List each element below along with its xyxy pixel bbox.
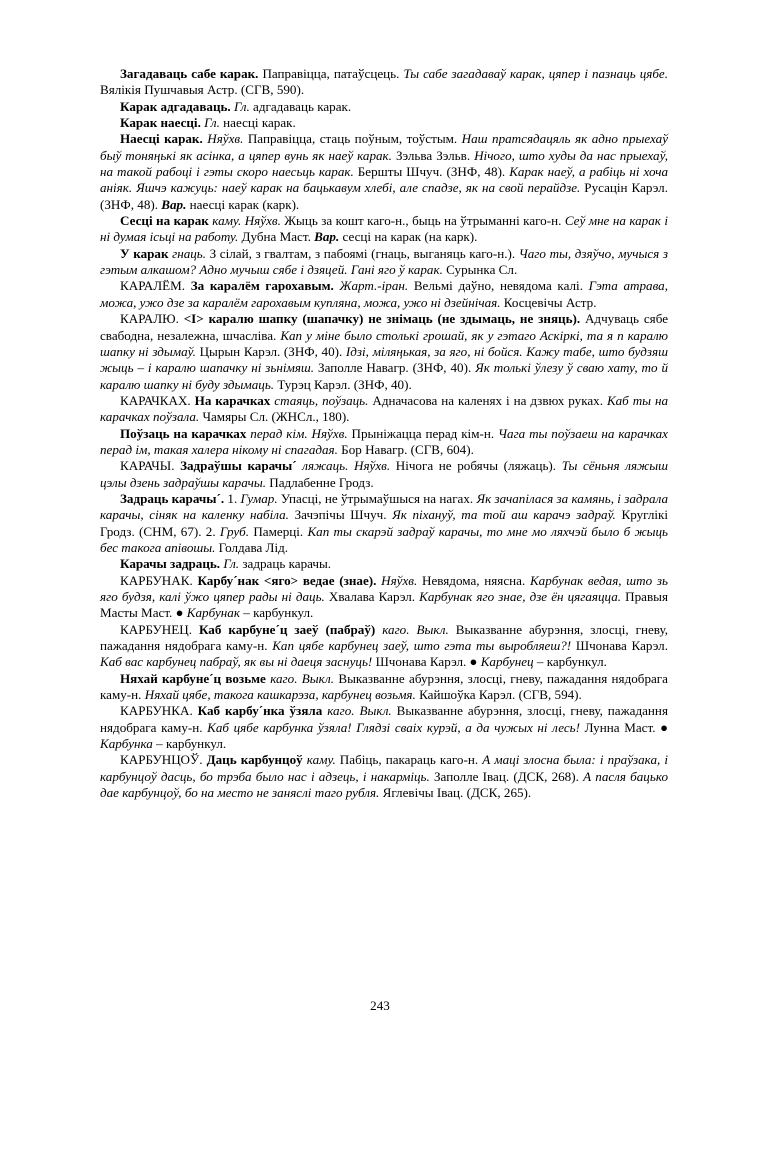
entry-example: Кап у міне было столькі грошай, як у гэтаго Аскіркі, та я п каралю шапку ні здымаў. (100, 327, 668, 359)
entry-example: Кап цябе карбунец заеў, што гэта ты выробляеш?! (272, 638, 572, 654)
entry-example: Выкл. (416, 621, 449, 637)
entry-text: Сурынка Сл. (442, 262, 518, 278)
dictionary-entry (100, 246, 668, 279)
entry-text: КАРАЧКАХ. (120, 392, 195, 408)
entry-variant-marker: Вар. (161, 196, 187, 212)
entry-text: Невядома, няясна. (417, 572, 530, 588)
entry-text: Пабіць, пакараць каго-н. (335, 752, 483, 768)
entry-text: Зачэпічы Шчуч. (288, 507, 393, 523)
entry-text: Заполле Навагр. (ЗНФ, 40). (314, 360, 476, 376)
entry-example: Каб вас карбунец пабраў, як вы ні даеця заснуць! (100, 654, 373, 670)
entry-text: Кайшоўка Карэл. (СГВ, 594). (415, 687, 582, 703)
entry-example: Карак наеў, а рабіць ні хоча аніяк. Яшчэ кажуць: наеў карак на бацькавум хлебі, але спадзе, як на свой перайдзе. (100, 164, 668, 196)
entry-example: каго. (327, 703, 355, 719)
entry-example: Ідзі, міляңькая, за яго, ні бойся. Кажу табе, што будзяш жыць – і каралю шапачку ні зьнімяш. (100, 343, 668, 376)
dictionary-entry (100, 278, 668, 311)
entry-example: Наш пратсядацяль як адно прыехаў быў тоняңькі як асінка, а цяпер вунь як наеў карак. (100, 131, 668, 163)
entry-text: Русацін Карэл. (ЗНФ, 48). (100, 180, 668, 212)
dictionary-entry (100, 99, 668, 115)
entry-example: Гл. (223, 556, 240, 572)
dictionary-entry (100, 556, 668, 572)
entry-text: – карбункул. (533, 654, 607, 670)
entry-text: Зэльва Зэльв. (391, 147, 475, 163)
entry-headword: Задраць карачы´. (120, 490, 225, 506)
entry-text: Адначасова на каленях і на дзвюх руках. (368, 392, 607, 408)
entry-headword: Карак адгадаваць. (120, 98, 231, 114)
entry-headword: У карак (120, 245, 169, 261)
entry-headword: Карак наесці. (120, 115, 201, 131)
dictionary-entry (100, 671, 668, 704)
entry-example: Каб ты на карачках поўзала. (100, 392, 669, 425)
entry-headword: <І> каралю шапку (шапачку) не знімаць (не здымаць, не зняць). (183, 311, 581, 327)
dictionary-entry (100, 426, 668, 459)
entry-headword: Даць карбунцоў (206, 752, 303, 768)
entry-text: – карбункул. (152, 736, 227, 752)
entry-text: Турэц Карэл. (ЗНФ, 40). (274, 376, 412, 392)
entry-text: Бершты Шчуч. (ЗНФ, 48). (353, 164, 510, 180)
entry-text: Заполле Івац. (ДСК, 268). (429, 768, 584, 784)
entry-text: Выказванне абурэння, злосці, гневу, пажадання нядобрага каму-н. (100, 670, 668, 703)
entry-example: Як зачапілася за камянь, і задрала карачы, сіняк на каленку набіла. (100, 490, 668, 523)
entry-example: Жарт.-іран. (339, 278, 409, 294)
page-number: 243 (370, 998, 390, 1013)
entry-text: Лунна Маст. ● (580, 719, 669, 735)
entry-example: стаяць, поўзаць. (274, 392, 369, 408)
entry-headword: Загадаваць сабе карак. (120, 66, 259, 81)
entry-text: наесці карак. (219, 115, 296, 131)
entry-text: Паправіцца, патаўсцець. (258, 66, 404, 81)
entry-example: Карбунец (480, 654, 534, 670)
entry-text: КАРАЛЁМ. (120, 278, 191, 294)
entry-example: Груб. (219, 523, 250, 539)
entry-example: Каб цябе карбунка ўзяла! Глядзі сваіх курэй, а да чужых ні лесь! (207, 719, 580, 735)
entry-example: Няўхв. (244, 213, 281, 229)
entry-example: Чага ты поўзаеш на карачках перад ім, такая халера нікому ні спагадая. (100, 425, 668, 457)
dictionary-entry (100, 752, 668, 801)
entry-example: Няўхв. (207, 131, 244, 147)
entry-example: Няхай цябе, такога кашкарэза, карбунец возьмя. (144, 687, 416, 703)
entry-headword: На карачках (194, 392, 271, 408)
entry-text: Косцевічы Астр. (500, 294, 597, 310)
dictionary-entry (100, 703, 668, 752)
entry-example: Гл. (234, 98, 250, 114)
entry-headword: За каралём гарохавым. (190, 278, 334, 294)
entry-example: Сеў мне на карак і ні думая ісьці на работу. (100, 213, 668, 245)
dictionary-entry (100, 393, 668, 426)
entry-text: Выказванне абурэння, злосці, гневу, пажадання нядобрага каму-н. (100, 621, 669, 654)
entry-example: Гумар. (240, 490, 278, 506)
entry-text: Цырын Карэл. (ЗНФ, 40). (195, 343, 346, 359)
entry-text: Паправіцца, стаць поўным, тоўстым. (243, 131, 462, 147)
entry-example: гнаць. (172, 245, 207, 261)
entry-headword: Сесці на карак (120, 213, 209, 229)
entry-example: Выкл. (301, 670, 335, 686)
entry-text: Падлабенне Гродз. (265, 474, 374, 490)
entry-text: 1. (224, 490, 241, 506)
dictionary-entry (100, 573, 668, 622)
entry-text: адгадаваць карак. (249, 98, 352, 114)
entry-example: каго. (382, 621, 410, 637)
entry-text: Прыніжацца перад кім-н. (347, 425, 498, 441)
entry-text: КАРБУНАК. (120, 572, 198, 588)
entry-example: ляжаць. (302, 458, 349, 474)
entry-text: КАРАЧЫ. (120, 458, 181, 474)
entry-text: З сілай, з гвалтам, з пабоямі (гнаць, выганяць каго-н.). (206, 245, 519, 261)
dictionary-entry (100, 311, 668, 393)
entry-example: Карбунак ведая, што зь яго будзя, калі ўжо цяпер рады ні даць. (100, 572, 668, 604)
entry-example: Няўхв. (354, 458, 391, 474)
entry-headword: Поўзаць на карачках (120, 425, 247, 441)
entry-headword: Карачы задраць. (120, 556, 221, 572)
entry-text: задраць карачы. (239, 556, 332, 572)
entry-example: перад кім. (250, 425, 308, 441)
entry-text: Круглікі Гродз. (СНМ, 67). 2. (100, 507, 668, 539)
entry-headword: Карбу´нак <яго> ведае (знае). (197, 572, 377, 588)
entry-example: Карбунка (100, 736, 153, 752)
entry-example: А маці злосна была: і праўзака, і карбунцоў дасць, бо трэба было нас і адзець, і накарміць. (100, 752, 669, 784)
entry-text: Вельмі даўно, невядома калі. (408, 278, 589, 294)
entry-example: Карбунак яго знае, дзе ён цягаяцца. (419, 589, 622, 604)
entry-text: – карбункул. (239, 605, 314, 621)
entry-example: Ты сабе загадаваў карак, цяпер і пазнаць цябе. (403, 66, 669, 81)
dictionary-entry (100, 66, 668, 99)
entry-text: Бор Навагр. (СГВ, 604). (337, 441, 474, 457)
entry-headword: Няхай карбуне´ц возьме (120, 670, 266, 686)
entry-text: Памерці. (249, 523, 308, 539)
entry-text: сесці на карак (на карк). (339, 229, 478, 245)
entry-text: Нічога не робячы (ляжаць). (390, 458, 562, 474)
dictionary-entry (100, 622, 668, 671)
entry-text: Шчонава Карэл. (571, 638, 668, 654)
entry-example: Ты сёньня ляжыш цэлы дзень задраўшы карачы. (100, 458, 668, 490)
entry-text: Адчуваць сябе свабодна, незалежна, шчасліва. (100, 311, 669, 343)
entry-text: наесці карак (карк). (186, 196, 300, 212)
entry-example: Кап ты скарэй задраў карачы, то мне мо ляхчэй было б жыць бес такога апівошы. (100, 523, 668, 555)
dictionary-entry (100, 115, 668, 131)
entry-text: Вялікія Пушчавыя Астр. (СГВ, 590). (100, 82, 305, 98)
entry-example: Нічого, што худы да нас прыехаў, на такой рабоці і гэты скоро наесьць карак. (100, 147, 669, 180)
entry-example: Выкл. (359, 703, 392, 719)
entry-example: Гэта атрава, можа, ужо дзе за каралём гарохавым купляна, можа, ужо ні дзейнічая. (100, 278, 669, 310)
dictionary-entry (100, 458, 668, 491)
entry-example: Няўхв. (381, 572, 418, 588)
entry-text: КАРБУНЕЦ. (120, 621, 199, 637)
entry-variant-marker: Вар. (314, 229, 340, 245)
entry-text: Хвалава Карэл. (324, 589, 420, 604)
entry-headword: Каб карбуне´ц заеў (пабраў) (198, 621, 376, 637)
entry-example: Чаго ты, дзяўчо, мучыся з гэтым алкашом? Адно мучыш сябе і дзяцей. Гані яго ў карак. (100, 245, 668, 278)
entries-container (100, 66, 668, 801)
entry-text: Правыя Масты Маст. ● (100, 589, 668, 621)
entry-text: Жыць за кошт каго-н., быць на ўтрыманні каго-н. (280, 213, 565, 229)
entry-headword: Задраўшы карачы´ (180, 458, 297, 474)
entry-example: Карбунак (186, 605, 240, 621)
entry-text: Яглевічы Івац. (ДСК, 265). (379, 785, 532, 801)
dictionary-entry (100, 491, 668, 556)
entry-text: КАРАЛЮ. (120, 311, 184, 327)
entry-example: каму. (212, 213, 242, 229)
dictionary-entry (100, 213, 668, 246)
entry-example: Гл. (204, 115, 220, 131)
entry-example: Як толькі ўлезу ў сваю хату, то й каралю шапку ні буду здымаць. (100, 360, 668, 392)
entry-example: каму. (306, 752, 336, 768)
entry-text: КАРБУНЦОЎ. (120, 752, 207, 768)
entry-text: Голдава Лід. (215, 539, 289, 555)
dictionary-entry (100, 131, 668, 213)
entry-text: Шчонава Карэл. ● (372, 654, 481, 670)
entry-text: Упасці, не ўтрымаўшыся на нагах. (277, 490, 477, 506)
entry-example: Няўхв. (311, 425, 348, 441)
entry-headword: Каб карбу´нка ўзяла (197, 703, 323, 719)
entry-headword: Наесці карак. (120, 131, 203, 147)
entry-text: Выказванне абурэння, злосці, гневу, пажадання нядобрага каму-н. (100, 703, 668, 735)
entry-example: каго. (270, 670, 298, 686)
entry-text: Чамяры Сл. (ЖНСл., 180). (199, 409, 350, 425)
entry-text: КАРБУНКА. (120, 703, 198, 719)
entry-example: Як піхануў, та той аш карачэ задраў. (392, 507, 616, 523)
entry-example: А пасля бацько дае карбунцоў, бо на место не заняслі таго рубля. (100, 768, 668, 801)
entry-text: Дубна Маст. (238, 229, 315, 245)
